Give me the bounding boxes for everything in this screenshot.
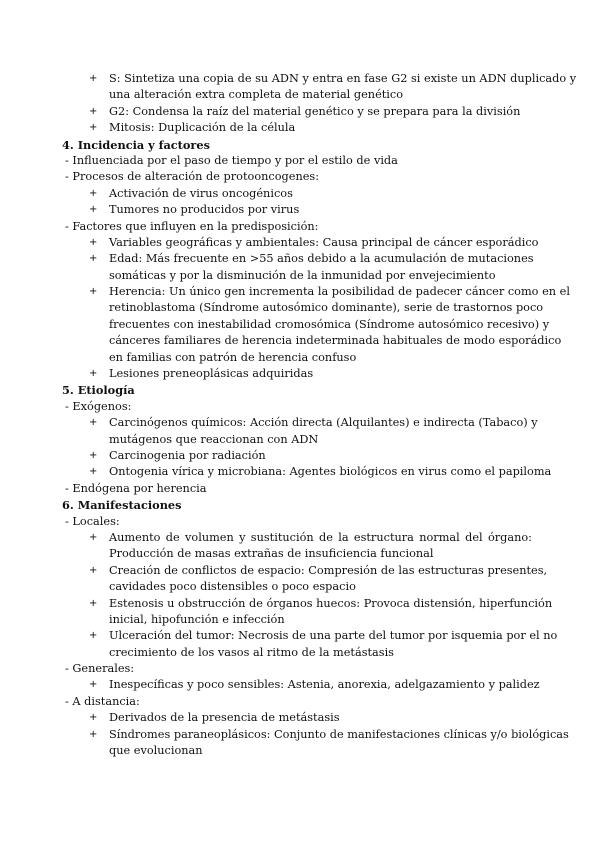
- bullet-item-continuation: [62, 546, 532, 562]
- line-text: Tumores no producidos por virus: [109, 203, 300, 217]
- line-text: - Influenciada por el paso de tiempo y por el estilo de vida: [65, 153, 398, 167]
- bullet-item-continuation: [62, 87, 532, 103]
- bullet-item: [62, 710, 532, 726]
- line-text: Producción de masas extrañas de insuficiencia funcional: [109, 547, 434, 561]
- plus-bullet-icon: +: [89, 597, 98, 609]
- line-text: Ontogenia vírica y microbiana: Agentes biológicos en virus como el papiloma: [109, 465, 552, 479]
- line-text: Variables geográficas y ambientales: Causa principal de cáncer esporádico: [109, 235, 539, 249]
- dash-item: [62, 661, 532, 677]
- plus-bullet-icon: +: [89, 712, 98, 724]
- bullet-item: [62, 251, 532, 267]
- bullet-item: [62, 464, 552, 480]
- bullet-item-continuation: [62, 317, 550, 333]
- bullet-item: [62, 186, 532, 202]
- line-text: cavidades poco distensibles o poco espacio: [109, 580, 356, 594]
- bullet-item: [62, 104, 532, 120]
- line-text: Ulceración del tumor: Necrosis de una parte del tumor por isquemia por el no: [109, 629, 558, 643]
- document-body: [62, 71, 577, 759]
- bullet-item: [62, 71, 577, 87]
- plus-bullet-icon: +: [89, 531, 98, 543]
- line-text: Síndromes paraneoplásicos: Conjunto de manifestaciones clínicas y/o biológicas: [109, 727, 569, 741]
- dash-item: [62, 153, 532, 169]
- bullet-item: [62, 284, 570, 300]
- bullet-item: [62, 530, 532, 546]
- bullet-item: [62, 235, 539, 251]
- line-text: Lesiones preneoplásicas adquiridas: [109, 367, 314, 381]
- line-text: - Factores que influyen en la predisposición:: [65, 219, 319, 233]
- plus-bullet-icon: +: [89, 368, 98, 380]
- bullet-item-continuation: [62, 432, 532, 448]
- bullet-item: [62, 677, 540, 693]
- dash-item: [62, 399, 532, 415]
- plus-bullet-icon: +: [89, 417, 98, 429]
- bullet-item: [62, 366, 532, 382]
- line-text: Activación de virus oncogénicos: [109, 186, 293, 200]
- line-text: S: Sintetiza una copia de su ADN y entra en fase G2 si existe un ADN duplicado y: [109, 72, 577, 85]
- bullet-item-continuation: [62, 645, 532, 661]
- dash-item: [62, 169, 532, 185]
- bullet-item: [62, 727, 569, 743]
- line-text: Estenosis u obstrucción de órganos huecos: Provoca distensión, hiperfunción: [109, 596, 553, 610]
- plus-bullet-icon: +: [89, 236, 98, 248]
- line-text: G2: Condensa la raíz del material genético y se prepara para la división: [109, 104, 521, 118]
- plus-bullet-icon: +: [89, 73, 98, 84]
- bullet-item: [62, 120, 532, 136]
- plus-bullet-icon: +: [89, 630, 98, 642]
- line-text: - Endógena por herencia: [65, 481, 207, 495]
- line-text: Edad: Más frecuente en >55 años debido a la acumulación de mutaciones: [109, 252, 534, 266]
- line-text: crecimiento de los vasos al ritmo de la metástasis: [109, 645, 394, 659]
- line-text: Herencia: Un único gen incrementa la posibilidad de padecer cáncer como en el: [109, 285, 570, 299]
- plus-bullet-icon: +: [89, 204, 98, 216]
- line-text: una alteración extra completa de material genético: [109, 88, 404, 102]
- bullet-item-continuation: [62, 579, 532, 595]
- line-text: - A distancia:: [65, 694, 140, 708]
- plus-bullet-icon: +: [89, 679, 98, 691]
- section-heading: [62, 137, 532, 153]
- bullet-item-continuation: [62, 743, 532, 759]
- line-text: cánceres familiares de herencia indeterminada habituales de modo esporádico: [109, 334, 562, 348]
- line-text: Carcinogenia por radiación: [109, 448, 266, 462]
- plus-bullet-icon: +: [89, 253, 98, 265]
- line-text: 5. Etiología: [62, 383, 135, 398]
- line-text: inicial, hipofunción e infección: [109, 612, 285, 626]
- bullet-item: [62, 563, 548, 579]
- bullet-item: [62, 596, 553, 612]
- dash-item: [62, 514, 532, 530]
- line-text: - Procesos de alteración de protooncogenes:: [65, 170, 320, 184]
- line-text: Derivados de la presencia de metástasis: [109, 711, 340, 725]
- plus-bullet-icon: +: [89, 105, 98, 117]
- dash-item: [62, 481, 532, 497]
- bullet-item-continuation: [62, 612, 532, 628]
- line-text: - Exógenos:: [65, 399, 132, 413]
- plus-bullet-icon: +: [89, 728, 98, 740]
- line-text: - Locales:: [65, 514, 120, 528]
- bullet-item-continuation: [62, 333, 562, 349]
- line-text: 4. Incidencia y factores: [62, 137, 210, 152]
- bullet-item: [62, 415, 538, 431]
- line-text: Inespecíficas y poco sensibles: Astenia, anorexia, adelgazamiento y palidez: [109, 678, 540, 692]
- bullet-item: [62, 628, 558, 644]
- bullet-item-continuation: [62, 350, 532, 366]
- bullet-item: [62, 202, 532, 218]
- line-text: que evolucionan: [109, 744, 203, 758]
- dash-item: [62, 219, 532, 235]
- line-text: Aumento de volumen y sustitución de la estructura normal del órgano:: [109, 530, 532, 544]
- line-text: Creación de conflictos de espacio: Compresión de las estructuras presentes,: [109, 563, 548, 577]
- line-text: frecuentes con inestabilidad cromosómica (Síndrome autosómico recesivo) y: [109, 317, 550, 331]
- line-text: Mitosis: Duplicación de la célula: [109, 121, 296, 135]
- plus-bullet-icon: +: [89, 466, 98, 478]
- bullet-item-continuation: [62, 300, 544, 316]
- line-text: - Generales:: [65, 662, 135, 676]
- plus-bullet-icon: +: [89, 122, 98, 134]
- line-text: retinoblastoma (Síndrome autosómico dominante), serie de trastornos poco: [109, 301, 544, 315]
- plus-bullet-icon: +: [89, 286, 98, 298]
- line-text: Carcinógenos químicos: Acción directa (Alquilantes) e indirecta (Tabaco) y: [109, 416, 538, 430]
- section-heading: [62, 497, 532, 513]
- plus-bullet-icon: +: [89, 564, 98, 576]
- bullet-item: [62, 448, 532, 464]
- line-text: mutágenos que reaccionan con ADN: [109, 432, 319, 446]
- line-text: 6. Manifestaciones: [62, 498, 182, 513]
- section-heading: [62, 382, 532, 398]
- dash-item: [62, 694, 532, 710]
- plus-bullet-icon: +: [89, 187, 98, 199]
- line-text: somáticas y por la disminución de la inmunidad por envejecimiento: [109, 268, 496, 282]
- plus-bullet-icon: +: [89, 449, 98, 461]
- line-text: en familias con patrón de herencia confuso: [109, 350, 357, 364]
- bullet-item-continuation: [62, 268, 532, 284]
